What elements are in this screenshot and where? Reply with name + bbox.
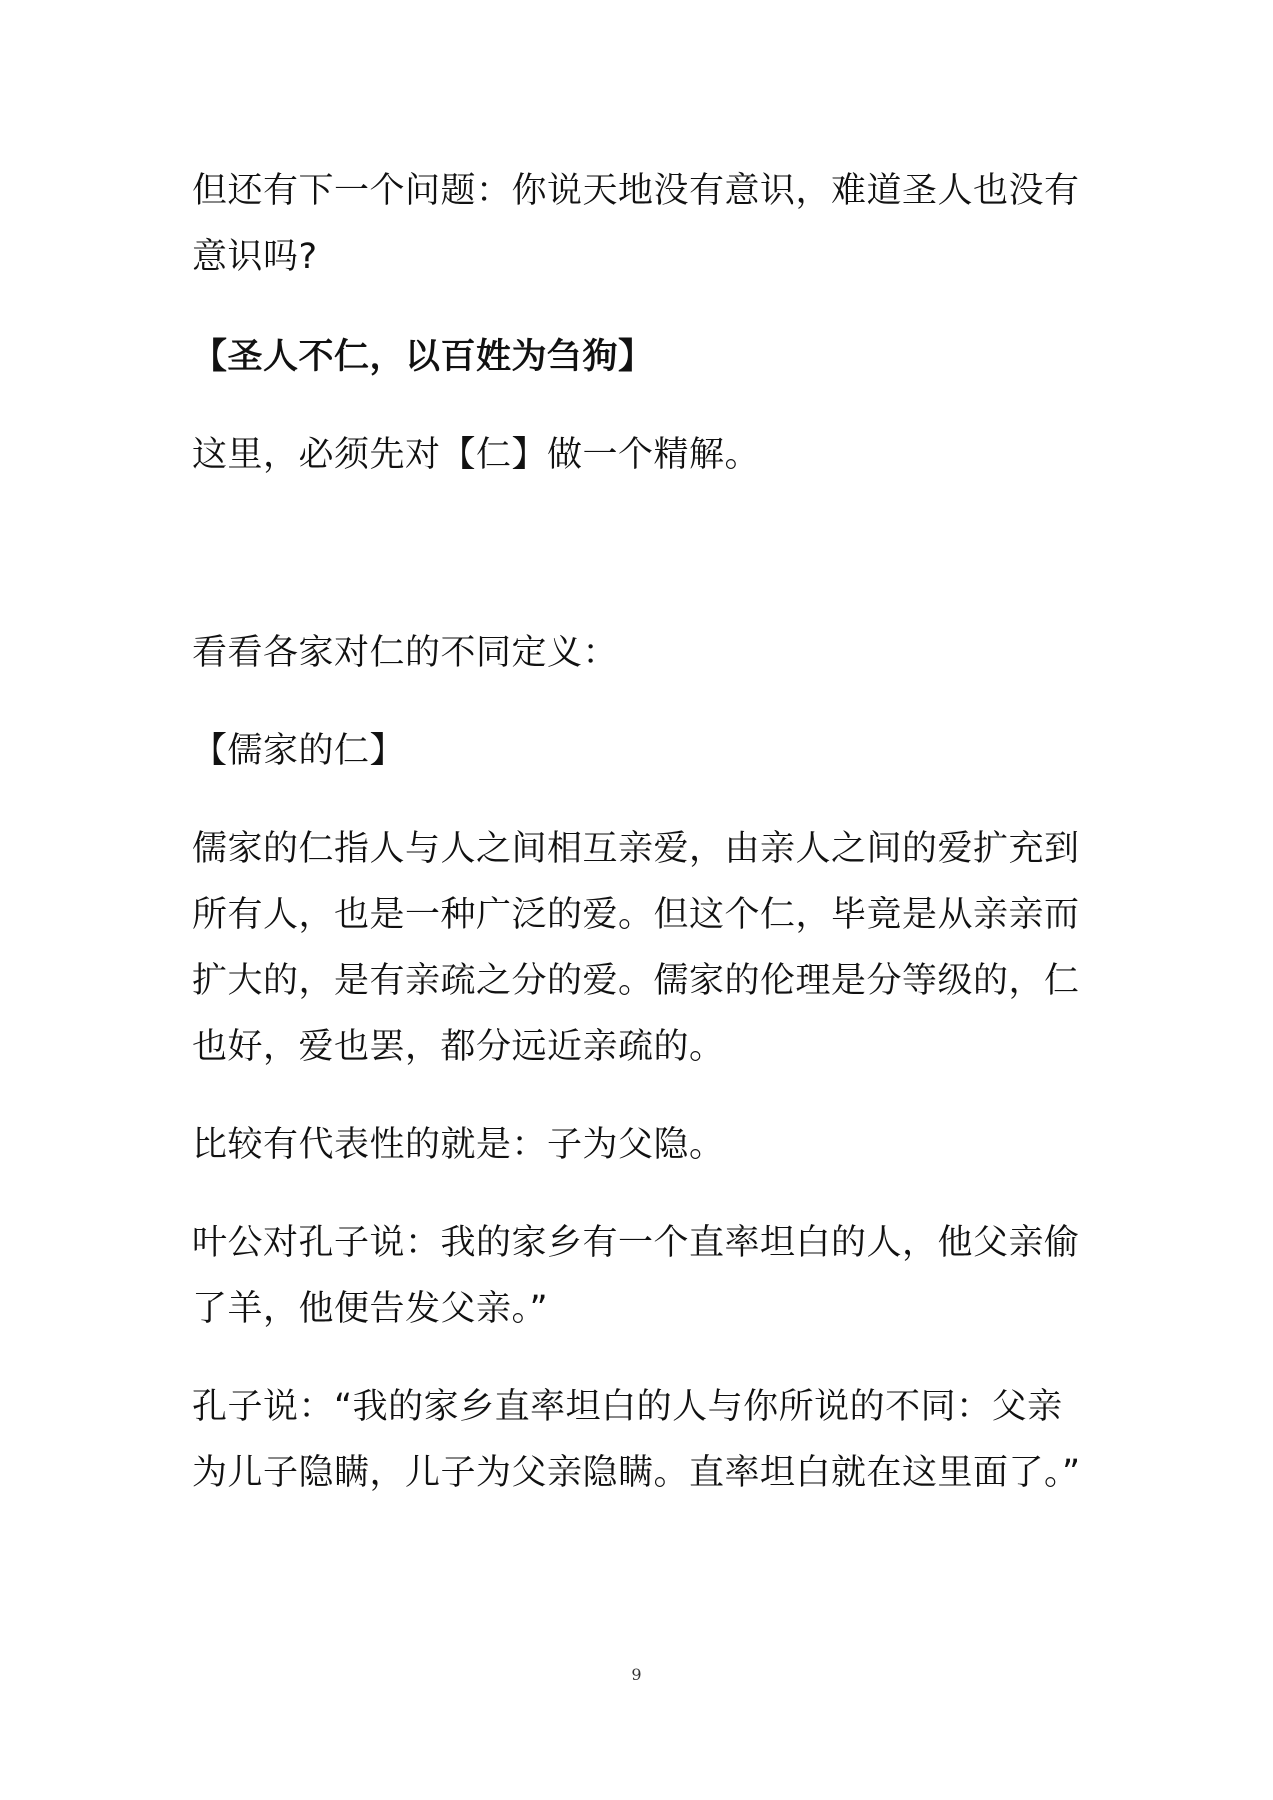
paragraph-question: 但还有下一个问题：你说天地没有意识，难道圣人也没有意识吗? bbox=[192, 171, 1080, 277]
heading-confucian-ren: 【儒家的仁】 bbox=[192, 731, 406, 771]
paragraph-definitions-intro: 看看各家对仁的不同定义： bbox=[192, 633, 619, 673]
heading-sage-not-benevolent: 【圣人不仁，以百姓为刍狗】 bbox=[192, 337, 654, 377]
page-number: 9 bbox=[631, 1665, 642, 1684]
paragraph-confucian-ren: 儒家的仁指人与人之间相互亲爱，由亲人之间的爱扩充到所有人，也是一种广泛的爱。但这个仁，毕竟是从亲亲而扩大的，是有亲疏之分的爱。儒家的伦理是分等级的，仁也好，爱也罢，都分远近亲疏的。 bbox=[192, 829, 1080, 1067]
paragraph-explain-ren: 这里，必须先对【仁】做一个精解。 bbox=[192, 435, 761, 475]
paragraph-ye-gong: 叶公对孔子说：我的家乡有一个直率坦白的人，他父亲偷了羊，他便告发父亲。” bbox=[192, 1223, 1080, 1329]
paragraph-confucius-reply: 孔子说：“我的家乡直率坦白的人与你所说的不同：父亲为儿子隐瞒，儿子为父亲隐瞒。直率坦白就在这里面了。” bbox=[192, 1387, 1081, 1493]
paragraph-representative: 比较有代表性的就是：子为父隐。 bbox=[192, 1125, 725, 1165]
